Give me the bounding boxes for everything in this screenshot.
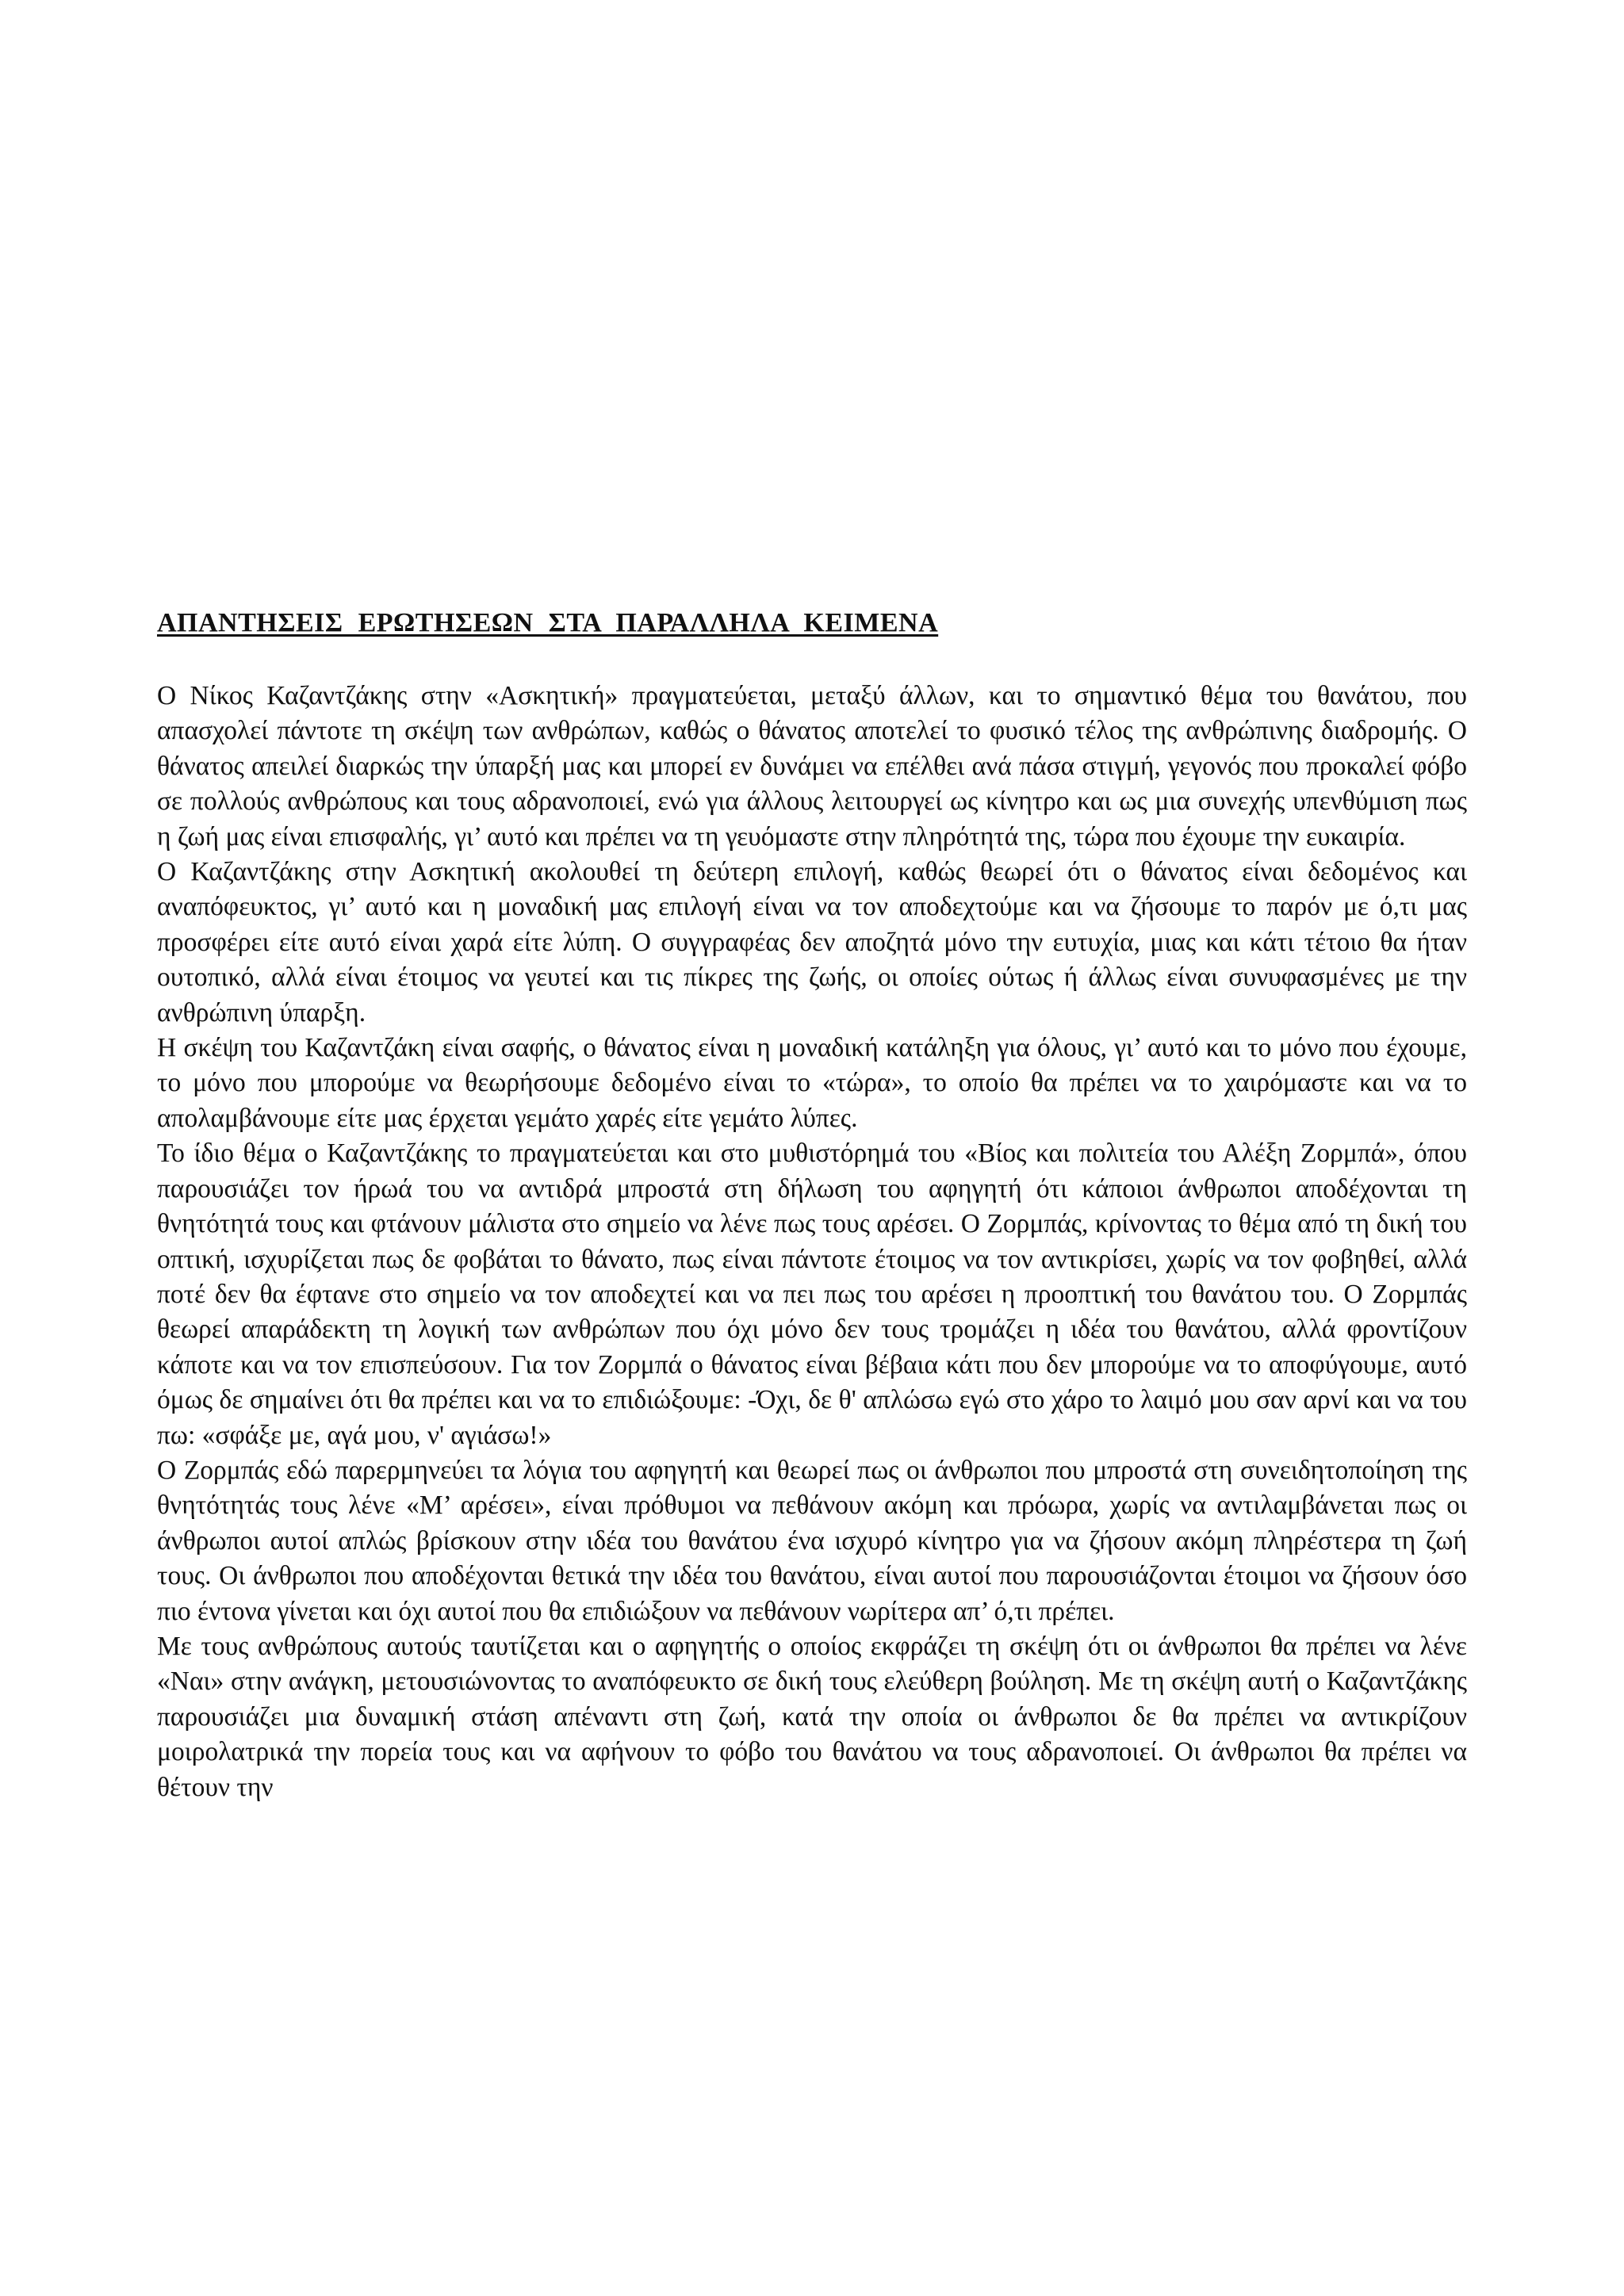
paragraph-5: Ο Ζορμπάς εδώ παρερμηνεύει τα λόγια του αφηγητή και θεωρεί πως οι άνθρωποι που μπροστά στη συνειδητοποίηση της θνητότητάς τους λένε «Μ’ αρέσει», είναι πρόθυμοι να πεθάνουν ακόμη και πρόωρα, χωρίς να αντιλαμβάνεται πως οι άνθρωποι αυτοί απλώς βρίσκουν στην ιδέα του θανάτου ένα ισχυρό κίνητρο για να ζήσουν ακόμη πληρέστερα τη ζωή τους. Οι άνθρωποι που αποδέχονται θετικά την ιδέα του θανάτου, είναι αυτοί που παρουσιάζονται έτοιμοι να ζήσουν όσο πιο έντονα γίνεται και όχι αυτοί που θα επιδιώξουν να πεθάνουν νωρίτερα απ’ ό,τι πρέπει.: [157, 1455, 1467, 1626]
paragraph-3: Η σκέψη του Καζαντζάκη είναι σαφής, ο θάνατος είναι η μοναδική κατάληξη για όλους, γι’ αυτό και το μόνο που έχουμε, το μόνο που μπορούμε να θεωρήσουμε δεδομένο είναι το «τώρα», το οποίο θα πρέπει να το χαιρόμαστε και να το απολαμβάνουμε είτε μας έρχεται γεμάτο χαρές είτε γεμάτο λύπες.: [157, 1033, 1467, 1133]
document-title: ΑΠΑΝΤΗΣΕΙΣ ΕΡΩΤΗΣΕΩΝ ΣΤΑ ΠΑΡΑΛΛΗΛΑ ΚΕΙΜΕΝΑ: [157, 608, 939, 637]
document-body: [157, 604, 1467, 1805]
paragraph-6: Με τους ανθρώπους αυτούς ταυτίζεται και ο αφηγητής ο οποίος εκφράζει τη σκέψη ότι οι άνθρωποι θα πρέπει να λένε «Ναι» στην ανάγκη, μετουσιώνοντας το αναπόφευκτο σε δική τους ελεύθερη βούληση. Με τη σκέψη αυτή ο Καζαντζάκης παρουσιάζει μια δυναμική στάση απέναντι στη ζωή, κατά την οποία οι άνθρωποι δε θα πρέπει να αντικρίζουν μοιρολατρικά την πορεία τους και να αφήνουν το φόβο του θανάτου να τους αδρανοποιεί. Οι άνθρωποι θα πρέπει να θέτουν την: [157, 1631, 1467, 1802]
paragraph-1: Ο Νίκος Καζαντζάκης στην «Ασκητική» πραγματεύεται, μεταξύ άλλων, και το σημαντικό θέμα του θανάτου, που απασχολεί πάντοτε τη σκέψη των ανθρώπων, καθώς ο θάνατος αποτελεί το φυσικό τέλος της ανθρώπινης διαδρομής. Ο θάνατος απειλεί διαρκώς την ύπαρξή μας και μπορεί εν δυνάμει να επέλθει ανά πάσα στιγμή, γεγονός που προκαλεί φόβο σε πολλούς ανθρώπους και τους αδρανοποιεί, ενώ για άλλους λειτουργεί ως κίνητρο και ως μια συνεχής υπενθύμιση πως η ζωή μας είναι επισφαλής, γι’ αυτό και πρέπει να τη γευόμαστε στην πληρότητά της, τώρα που έχουμε την ευκαιρία.: [157, 681, 1467, 851]
paragraph-2: Ο Καζαντζάκης στην Ασκητική ακολουθεί τη δεύτερη επιλογή, καθώς θεωρεί ότι ο θάνατος είναι δεδομένος και αναπόφευκτος, γι’ αυτό και η μοναδική μας επιλογή είναι να τον αποδεχτούμε και να ζήσουμε το παρόν με ό,τι μας προσφέρει είτε αυτό είναι χαρά είτε λύπη. Ο συγγραφέας δεν αποζητά μόνο την ευτυχία, μιας και κάτι τέτοιο θα ήταν ουτοπικό, αλλά είναι έτοιμος να γευτεί και τις πίκρες της ζωής, οι οποίες ούτως ή άλλως είναι συνυφασμένες με την ανθρώπινη ύπαρξη.: [157, 857, 1467, 1027]
paragraph-4: Το ίδιο θέμα ο Καζαντζάκης το πραγματεύεται και στο μυθιστόρημά του «Βίος και πολιτεία του Αλέξη Ζορμπά», όπου παρουσιάζει τον ήρωά του να αντιδρά μπροστά στη δήλωση του αφηγητή ότι κάποιοι άνθρωποι αποδέχονται τη θνητότητά τους και φτάνουν μάλιστα στο σημείο να λένε πως τους αρέσει. Ο Ζορμπάς, κρίνοντας το θέμα από τη δική του οπτική, ισχυρίζεται πως δε φοβάται το θάνατο, πως είναι πάντοτε έτοιμος να τον αντικρίσει, χωρίς να τον φοβηθεί, αλλά ποτέ δεν θα έφτανε στο σημείο να τον αποδεχτεί και να πει πως του αρέσει η προοπτική του θανάτου του. Ο Ζορμπάς θεωρεί απαράδεκτη τη λογική των ανθρώπων που όχι μόνο δεν τους τρομάζει η ιδέα του θανάτου, αλλά φροντίζουν κάποτε και να τον επισπεύσουν. Για τον Ζορμπά ο θάνατος είναι βέβαια κάτι που δεν μπορούμε να το αποφύγουμε, αυτό όμως δε σημαίνει ότι θα πρέπει και να το επιδιώξουμε: -Όχι, δε θ' απλώσω εγώ στο χάρο το λαιμό μου σαν αρνί και να του πω: «σφάξε με, αγά μου, ν' αγιάσω!»: [157, 1138, 1467, 1450]
